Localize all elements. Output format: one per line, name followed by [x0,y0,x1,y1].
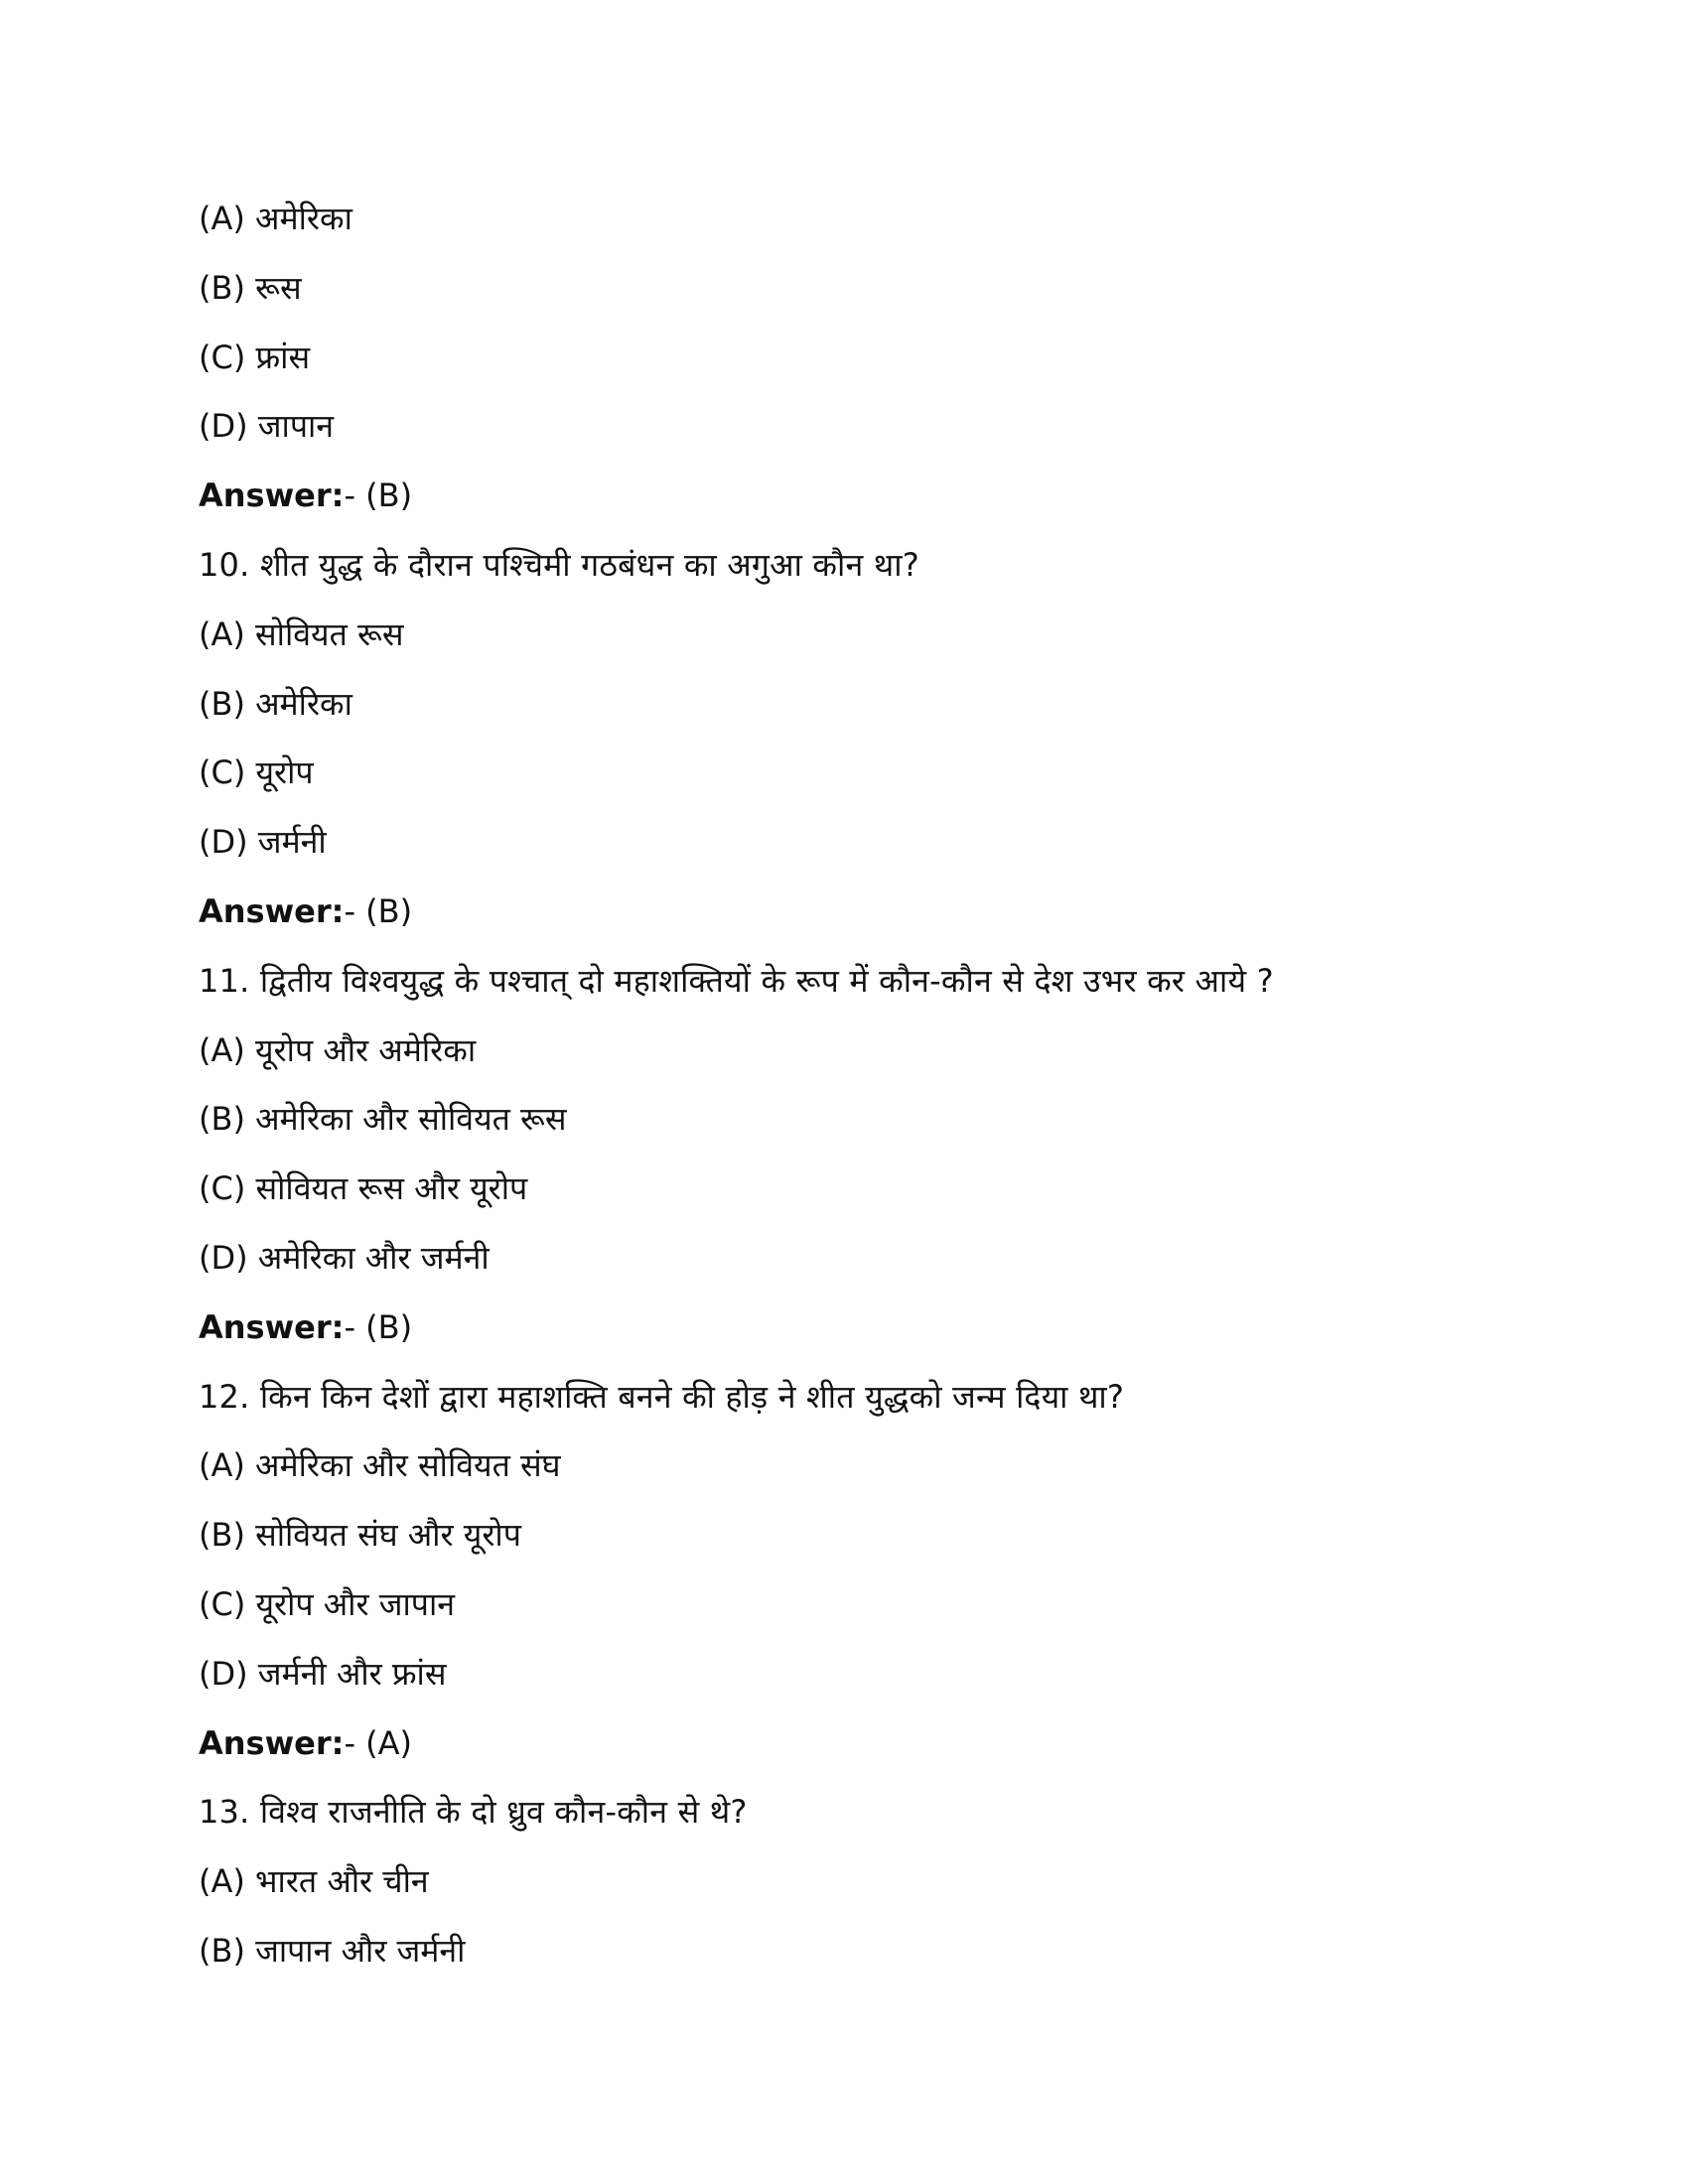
option-line: (D) जर्मनी और फ्रांस [199,1654,447,1693]
page-content [199,194,1489,1995]
answer-line [199,1718,1489,1788]
answer-value: - (B) [344,1307,413,1346]
option-line: (C) फ्रांस [199,338,311,376]
option-line: (A) अमेरिका और सोवियत संघ [199,1446,561,1485]
answer-value: - (A) [344,1723,413,1762]
answer-label: Answer: [199,1307,345,1346]
option-line: (B) अमेरिका [199,684,352,723]
option-line: (B) जापान और जर्मनी [199,1931,466,1970]
question-text: 11. द्वितीय विश्वयुद्ध के पश्चात् दो महाशक्तियों के रूप में कौन-कौन से देश उभर कर आये ? [199,961,1274,1000]
option-line: (B) सोवियत संघ और यूरोप [199,1516,521,1555]
option-line: (C) यूरोप [199,753,314,792]
option-line: (D) जापान [199,407,335,446]
answer-value: - (B) [344,477,413,515]
answer-line [199,471,1489,540]
option-line: (A) सोवियत रूस [199,614,404,653]
answer-line [199,1302,1489,1372]
option-line: (C) सोवियत रूस और यूरोप [199,1169,528,1208]
option-line: (A) यूरोप और अमेरिका [199,1030,477,1069]
answer-label: Answer: [199,477,345,515]
option-line: (D) अमेरिका और जर्मनी [199,1238,490,1277]
question-text: 13. विश्व राजनीति के दो ध्रुव कौन-कौन से थे? [199,1793,748,1832]
option-line: (A) भारत और चीन [199,1862,429,1901]
option-line: (C) यूरोप और जापान [199,1584,456,1623]
option-line: (A) अमेरिका [199,200,352,237]
answer-line [199,887,1489,956]
question-text: 10. शीत युद्ध के दौरान पश्चिमी गठबंधन का अगुआ कौन था? [199,545,919,584]
option-line: (B) रूस [199,268,302,307]
option-line: (D) जर्मनी [199,823,327,862]
answer-value: - (B) [344,891,413,930]
question-text: 12. किन किन देशों द्वारा महाशक्ति बनने की होड़ ने शीत युद्धको जन्म दिया था? [199,1377,1125,1416]
option-line: (B) अमेरिका और सोवियत रूस [199,1100,567,1139]
answer-label: Answer: [199,1723,345,1762]
answer-label: Answer: [199,891,345,930]
